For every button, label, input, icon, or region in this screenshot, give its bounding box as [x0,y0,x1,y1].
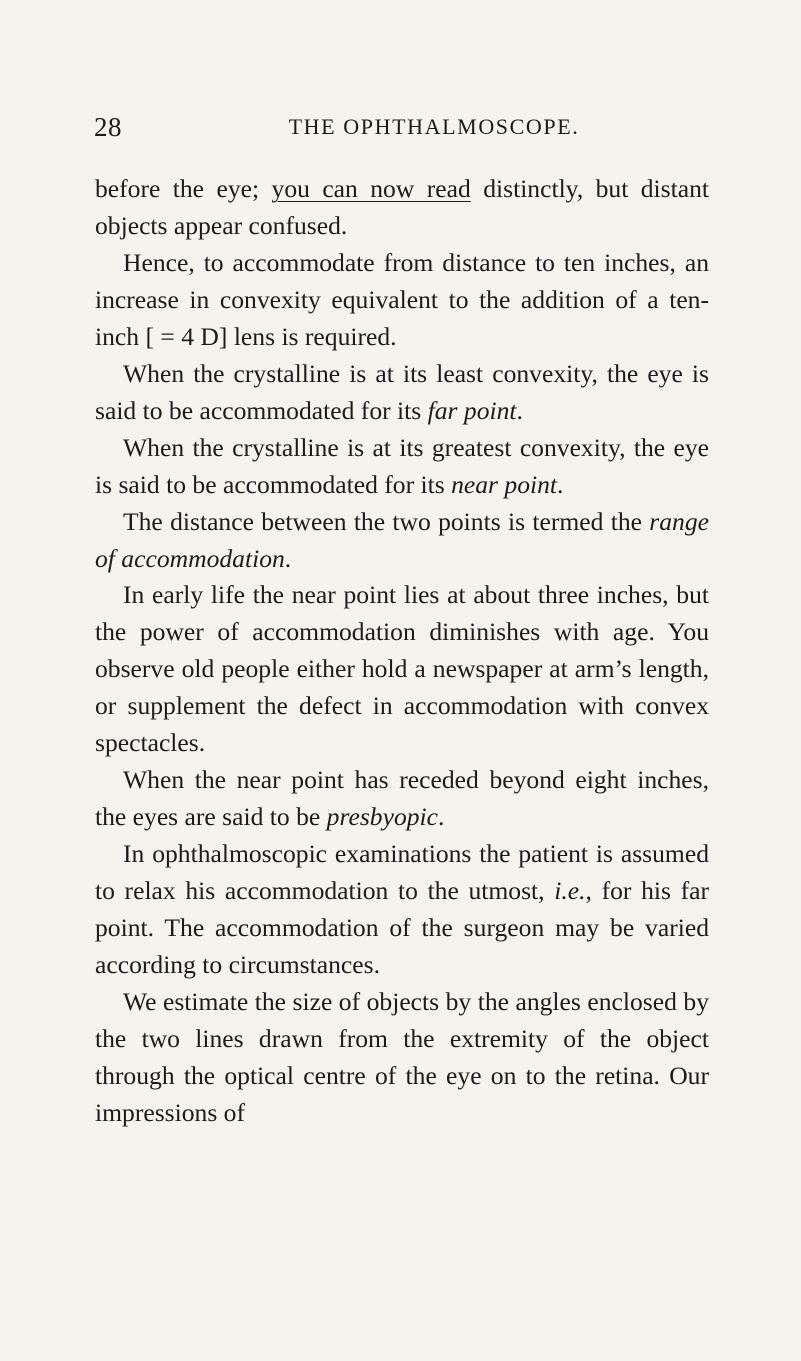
page-number: 28 [94,112,122,142]
paragraph-5 [95,504,709,578]
italic-term-range-of-accommodation: range of accommodation [95,506,709,573]
paragraph-3 [95,356,709,430]
paragraph-2: Hence, to accommodate from distance to ten inches, an increase in convexity equivalent to the addition of a ten-inch [ = 4 D] lens is required. [95,247,709,351]
text-run: . [516,395,523,425]
paragraph-4 [95,430,709,504]
text-run: When the crystalline is at its least convexity, the eye is said to be accommodated for its [95,358,709,425]
text-run: . [557,469,564,499]
italic-term-presbyopic: presbyopic [326,802,439,832]
body-text [95,171,709,1132]
italic-term-far-point: far point [427,395,517,425]
paragraph-7 [95,762,709,836]
text-run: . [438,802,445,832]
paragraph-6: In early life the near point lies at about three inches, but the power of accommodation diminishes with age. You observe old people either hold a newspaper at arm’s length, or supplement the defect in accommodation with convex spectacles. [95,580,709,758]
running-head [94,112,734,152]
text-run: When the near point has receded beyond eight inches, the eyes are said to be [95,765,709,832]
text-run: , for his far point. The accommodation of the surgeon may be varied according to circumstances. [95,876,709,980]
text-run: In ophthalmoscopic examinations the patient is assumed to relax his accommodation to the utmost, [95,839,709,906]
paragraph-9: We estimate the size of objects by the angles enclosed by the two lines drawn from the extremity of the object through the optical centre of the eye on to the retina. Our impressions of [95,986,709,1127]
text-run: When the crystalline is at its greatest convexity, the eye is said to be accommodated for its [95,432,709,499]
running-title: THE OPHTHALMOSCOPE. [288,114,580,139]
text-run: The distance between the two points is termed the [123,506,650,536]
paragraph-1 [95,171,709,245]
paragraph-8 [95,836,709,984]
text-run: distinctly, but distant objects appear confused. [95,174,710,240]
italic-abbreviation-ie: i.e. [554,876,586,906]
italic-term-near-point: near point [451,469,558,499]
underlined-phrase: you can now read [271,174,471,203]
text-run: . [284,543,292,573]
text-run: before the eye; [95,174,272,203]
